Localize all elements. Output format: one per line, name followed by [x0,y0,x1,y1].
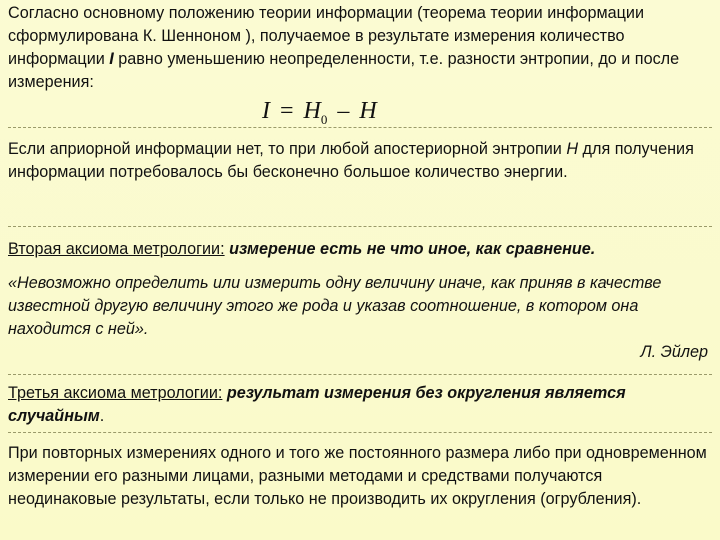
axiom-three-text: результат измерения без округления является случайным [8,384,626,425]
information-symbol: I [109,50,114,68]
paragraph-entropy-rest: для получения информации потребовалось бы бесконечно большое количество энергии. [8,140,694,181]
information-formula [262,96,377,135]
paragraph-shannon-rest: равно уменьшению неопределенности, т.е. разности энтропии, до и после измерения: [8,50,680,91]
divider [8,226,712,227]
formula-lhs: I [262,98,270,124]
quote-author: Л. Эйлер [640,343,708,361]
axiom-three-label: Третья аксиома метрологии: [8,384,223,402]
divider [8,432,712,433]
paragraph-shannon [8,2,712,94]
formula-equals: = [280,98,294,124]
formula-h: H [359,98,377,124]
axiom-three-period: . [99,407,105,425]
paragraph-shannon-text: Согласно основному положению теории информации (теорема теории информации сформулирована К. Шенноном ), получаемое в результате измерения количество информации [8,4,645,68]
divider [8,127,712,128]
euler-quote: «Невозможно определить или измерить одну величину иначе, как приняв в качестве известной другую величину этого же рода и указав соотношение, в котором она находится с ней». [8,274,662,338]
axiom-two-label: Вторая аксиома метрологии: [8,240,225,258]
entropy-symbol: H [566,140,579,158]
formula-subscript: 0 [320,112,328,127]
paragraph-entropy [8,138,712,184]
axiom-two-text: измерение есть не что иное, как сравнение. [229,240,596,258]
formula-minus: – [337,98,350,124]
divider [8,374,712,375]
paragraph-entropy-text: Если априорной информации нет, то при любой апостериорной энтропии [8,140,562,158]
paragraph-repeated-measurements: При повторных измерениях одного и того же постоянного размера либо при одновременном измерении его разными лицами, разными методами и средствами получаются неодинаковые результаты, если только не производить их округления (огрубления). [8,444,707,508]
axiom-three [8,382,712,428]
axiom-two [8,238,712,261]
formula-h0: H [303,98,321,124]
